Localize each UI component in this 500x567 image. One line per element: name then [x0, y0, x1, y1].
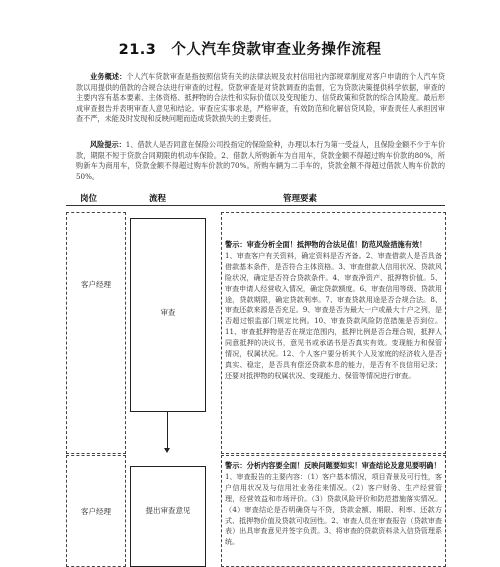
arrow-down-icon — [164, 448, 170, 453]
flow-step-review — [130, 218, 206, 412]
requirements-body: 1、审查报告的主要内容：（1）客户基本情况，项目背景及可行性，客户信用状况及与信用社业务往来情况。（2）客户财务、生产经营管理，经营效益和市场评价。（3）贷款风险评价和防范措施落实情况。（4）审查结论是否明确贷与不贷，贷款金额、期限、利率、还款方式、抵押物价值及贷款可收回性。2、审查人员在审查报告（贷款审查表）出具审查意见并签字负责。3、将审查的贷款资料录入信贷管理系统。 — [225, 471, 442, 547]
warning-text: 警示：审查分析全面！抵押物的合法足值！防范风险措施有效！ — [225, 240, 427, 249]
position-label: 客户经理 — [81, 280, 111, 289]
requirements-cell — [221, 455, 446, 567]
flow-step-label: 提出审查意见 — [145, 506, 191, 515]
flow-step-opinion — [130, 466, 206, 567]
requirements-text — [225, 461, 442, 548]
requirements-cell — [221, 212, 446, 454]
overview-text: 个人汽车贷款审查是指按照信贷有关的法律法规及农村信用社内部规章制度对客户申请的个人汽车贷款以用提供的借款的合规合法进行审查的过程。贷款审查是对贷款调查的监督，它为贷款决策提供科学依据，审查的主要内容有基本要素、主体资格、抵押物的合法性和实际价值以及变现能力、信贷政策和贷款的综合风险度。最后形成审查报告并表明审查人意见和结论。审查应实事求是，严格审查，有效防范和化解信贷风险，审查责任人承担因审查不严，未能及时发现和反映问题而造成贷款损失的主要责任。 — [76, 72, 445, 124]
header-flow: 流程 — [149, 194, 167, 204]
risk-label: 风险提示： — [90, 140, 126, 149]
flow-step-label: 审查 — [160, 308, 176, 317]
requirements-text — [225, 240, 442, 382]
page-title: 21.3 个人汽车贷款审查业务操作流程 — [118, 42, 382, 58]
position-label: 客户经理 — [81, 507, 111, 516]
header-requirements: 管理要素 — [283, 194, 318, 204]
overview-label: 业务概述： — [90, 72, 127, 81]
header-divider — [66, 205, 445, 206]
risk-text: 1、借款人是否同意在保险公司投指定的保险险种，办理以本行为第一受益人，且保险金额不少于车价款，期限不短于贷款合同期限的机动车保险。2、借款人所购新车为自用车，贷款金额不得超过购车价款的80%，所购新车为商用车，贷款金额不得超过购车价款的70%。所购车辆为二手车的，贷款金额不得超过借款人购车价款的50%。 — [76, 140, 445, 181]
business-overview — [76, 72, 445, 125]
warning-text: 警示：分析内容要全面！反映问题要如实！审查结论及意见要明确！ — [225, 461, 441, 470]
risk-warning — [76, 140, 445, 182]
position-cell — [66, 455, 126, 567]
position-cell — [66, 212, 126, 454]
header-position: 岗位 — [80, 194, 98, 204]
flow-connector — [167, 411, 168, 448]
requirements-body: 1、审查客户有关资料，确定资料是否齐备。2、审查借款人是否具备借款基本条件，是否符合主体资格。3、审查借款人信用状况、贷款风险状况，确定是否符合贷款条件。4、审查净资产、抵押物价值。5、审查申请人经营收入情况，确定贷款额度。6、审查信用等级、贷款用途，贷款期限，确定贷款利率。7、审查贷款用途是否合规合法。8、审查还款来源是否充足。9、审查是否为最大一户或最大十户之列，是否超过银监部门规定比例。10、审查贷款风险防范措施是否到位。11、审查抵押物是否在规定范围内，抵押比例是否合理合规，抵押人同意抵押的决议书，意见书或承诺书是否真实有效。变现能力和保管情况，权属状况。12、个人客户要分析其个人及家庭的经济收入是否真实、稳定，是否具有偿还贷款本息的能力，是否有不良信用记录；还要对抵押物的权属状况、变现能力、保管等情况进行审查。 — [225, 250, 442, 380]
